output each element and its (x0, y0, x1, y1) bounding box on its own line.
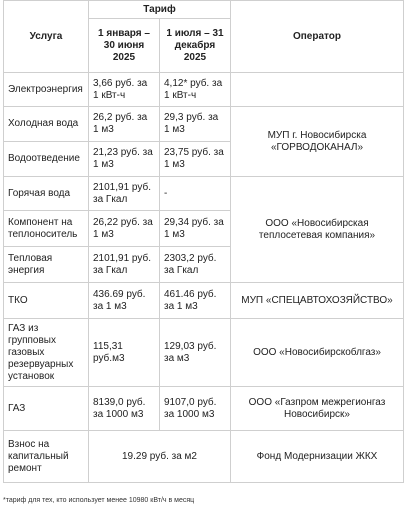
service-header: Услуга (4, 1, 89, 73)
footnote: *тариф для тех, кто использует менее 10980 кВт/ч в месяц (3, 497, 195, 504)
tariff-period1-cell: 2101,91 руб. за Гкал (89, 177, 160, 211)
service-cell: Компонент на теплоноситель (4, 211, 89, 247)
tariff-period2-cell: 9107,0 руб. за 1000 м3 (160, 387, 231, 431)
service-cell: Тепловая энергия (4, 247, 89, 283)
service-cell: Водоотведение (4, 142, 89, 177)
table-row (4, 431, 404, 483)
tariff-combined-cell: 19.29 руб. за м2 (89, 431, 231, 483)
header-row (4, 1, 404, 19)
operator-cell: ООО «Новосибирская теплосетевая компания» (231, 177, 404, 283)
service-cell: ТКО (4, 283, 89, 319)
tariff-period1-cell: 21,23 руб. за 1 м3 (89, 142, 160, 177)
service-cell: Взнос на капитальный ремонт (4, 431, 89, 483)
service-cell: Горячая вода (4, 177, 89, 211)
tariff-period2-cell: 4,12* руб. за 1 кВт-ч (160, 73, 231, 107)
table-row (4, 319, 404, 387)
period2-header: 1 июля – 31 декабря 2025 (160, 19, 231, 73)
tariff-period1-cell: 26,22 руб. за 1 м3 (89, 211, 160, 247)
tariff-period1-cell: 2101,91 руб. за Гкал (89, 247, 160, 283)
operator-cell: МУП г. Новосибирска «ГОРВОДОКАНАЛ» (231, 107, 404, 177)
operator-cell: МУП «СПЕЦАВТОХОЗЯЙСТВО» (231, 283, 404, 319)
service-cell: Электроэнергия (4, 73, 89, 107)
tariff-period2-cell: 129,03 руб. за м3 (160, 319, 231, 387)
operator-header: Оператор (231, 1, 404, 73)
period1-header: 1 января – 30 июня 2025 (89, 19, 160, 73)
table-row (4, 283, 404, 319)
tariff-period1-cell: 8139,0 руб. за 1000 м3 (89, 387, 160, 431)
service-cell: ГАЗ (4, 387, 89, 431)
tariff-period2-cell: 461.46 руб. за 1 м3 (160, 283, 231, 319)
service-cell: Холодная вода (4, 107, 89, 142)
operator-cell: ООО «Новосибирскоблгаз» (231, 319, 404, 387)
tariff-period1-cell: 436.69 руб. за 1 м3 (89, 283, 160, 319)
tariff-period2-cell: 2303,2 руб. за Гкал (160, 247, 231, 283)
tariff-period2-cell: 23,75 руб. за 1 м3 (160, 142, 231, 177)
tariff-table (3, 0, 404, 483)
operator-cell: Фонд Модернизации ЖКХ (231, 431, 404, 483)
tariff-period1-cell: 3,66 руб. за 1 кВт-ч (89, 73, 160, 107)
service-cell: ГАЗ из групповых газовых резервуарных установок (4, 319, 89, 387)
tariff-period2-cell: 29,3 руб. за 1 м3 (160, 107, 231, 142)
table-row (4, 387, 404, 431)
operator-cell (231, 73, 404, 107)
tariff-period2-cell: 29,34 руб. за 1 м3 (160, 211, 231, 247)
table-row (4, 73, 404, 107)
operator-cell: ООО «Газпром межрегионгаз Новосибирск» (231, 387, 404, 431)
tariff-period1-cell: 115,31 руб.м3 (89, 319, 160, 387)
tariff-period1-cell: 26,2 руб. за 1 м3 (89, 107, 160, 142)
table-row (4, 177, 404, 211)
table-row (4, 107, 404, 142)
tariff-period2-cell: - (160, 177, 231, 211)
tariff-header: Тариф (89, 1, 231, 19)
